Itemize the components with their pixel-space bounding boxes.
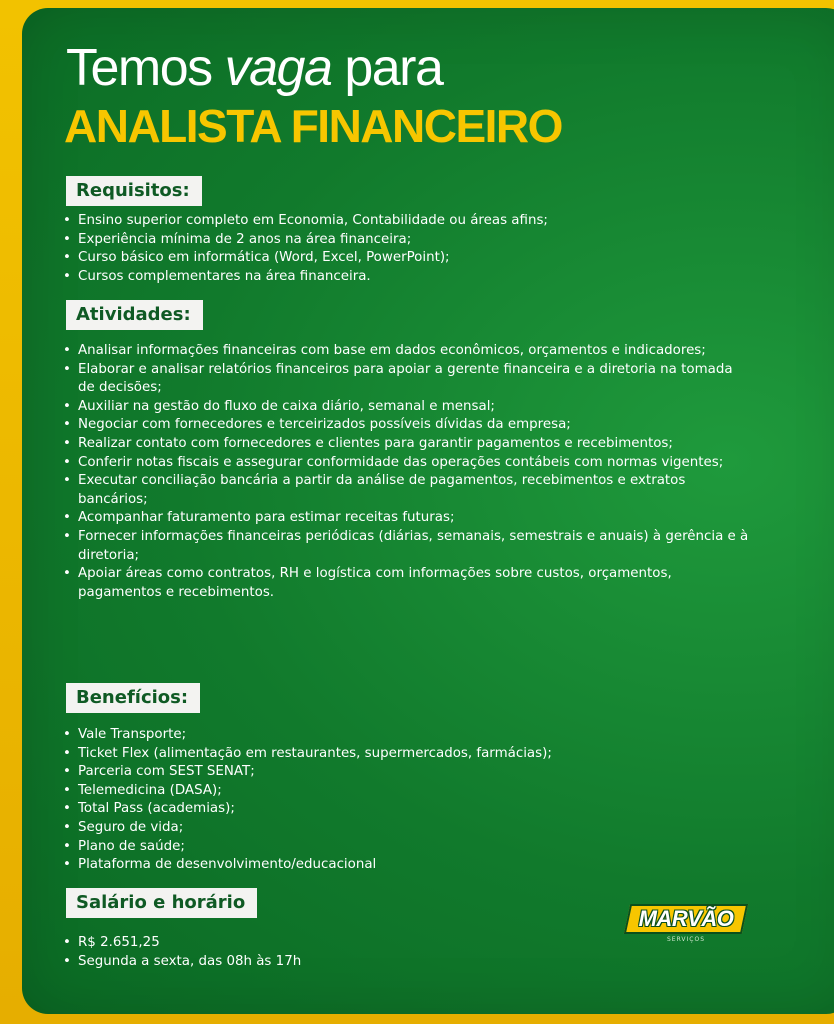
- list-item: • Fornecer informações financeiras periódicas (diárias, semanais, semestrais e anuais) à gerência e à diretoria;: [62, 528, 752, 565]
- work-hours: • Segunda a sexta, das 08h às 17h: [62, 953, 462, 972]
- headline-part-2: para: [331, 39, 443, 97]
- section-label-atividades: Atividades:: [66, 300, 203, 330]
- list-item: • Plataforma de desenvolvimento/educacional: [62, 856, 762, 875]
- marvao-logo: [627, 904, 745, 944]
- list-item: • Acompanhar faturamento para estimar receitas futuras;: [62, 509, 752, 528]
- atividades-list: [62, 342, 752, 602]
- list-item: • Negociar com fornecedores e terceirizados possíveis dívidas da empresa;: [62, 416, 752, 435]
- salario-list: [62, 934, 462, 971]
- list-item: • Seguro de vida;: [62, 819, 762, 838]
- list-item: • Ensino superior completo em Economia, Contabilidade ou áreas afins;: [62, 212, 762, 231]
- headline-emphasis: vaga: [224, 39, 332, 97]
- list-item: • Apoiar áreas como contratos, RH e logística com informações sobre custos, orçamentos, pagamentos e recebimentos.: [62, 565, 752, 602]
- section-label-beneficios: Benefícios:: [66, 683, 200, 713]
- list-item: • Executar conciliação bancária a partir da análise de pagamentos, recebimentos e extratos bancários;: [62, 472, 752, 509]
- list-item: • Parceria com SEST SENAT;: [62, 763, 762, 782]
- beneficios-list: [62, 726, 762, 875]
- section-label-requisitos: Requisitos:: [66, 176, 202, 206]
- logo-wordmark: MARVÃO: [638, 906, 734, 931]
- list-item: • Auxiliar na gestão do fluxo de caixa diário, semanal e mensal;: [62, 398, 752, 417]
- list-item: • Total Pass (academias);: [62, 800, 762, 819]
- headline-part-1: Temos: [66, 39, 225, 97]
- requisitos-list: [62, 212, 762, 286]
- list-item: • Elaborar e analisar relatórios financeiros para apoiar a gerente financeira e a diretoria na tomada de decisões;: [62, 361, 752, 398]
- list-item: • Curso básico em informática (Word, Excel, PowerPoint);: [62, 249, 762, 268]
- list-item: • Vale Transporte;: [62, 726, 762, 745]
- list-item: • Analisar informações financeiras com base em dados econômicos, orçamentos e indicadores;: [62, 342, 752, 361]
- headline: [66, 40, 442, 96]
- list-item: • Conferir notas fiscais e assegurar conformidade das operações contábeis com normas vigentes;: [62, 454, 752, 473]
- list-item: • Experiência mínima de 2 anos na área financeira;: [62, 231, 762, 250]
- logo-subtitle: SERVIÇOS: [666, 936, 706, 943]
- section-label-salario: Salário e horário: [66, 888, 257, 918]
- list-item: • Plano de saúde;: [62, 838, 762, 857]
- list-item: • Realizar contato com fornecedores e clientes para garantir pagamentos e recebimentos;: [62, 435, 752, 454]
- salary-value: • R$ 2.651,25: [62, 934, 462, 953]
- list-item: • Telemedicina (DASA);: [62, 782, 762, 801]
- job-title: ANALISTA FINANCEIRO: [64, 100, 562, 152]
- list-item: • Cursos complementares na área financeira.: [62, 268, 762, 287]
- list-item: • Ticket Flex (alimentação em restaurantes, supermercados, farmácias);: [62, 745, 762, 764]
